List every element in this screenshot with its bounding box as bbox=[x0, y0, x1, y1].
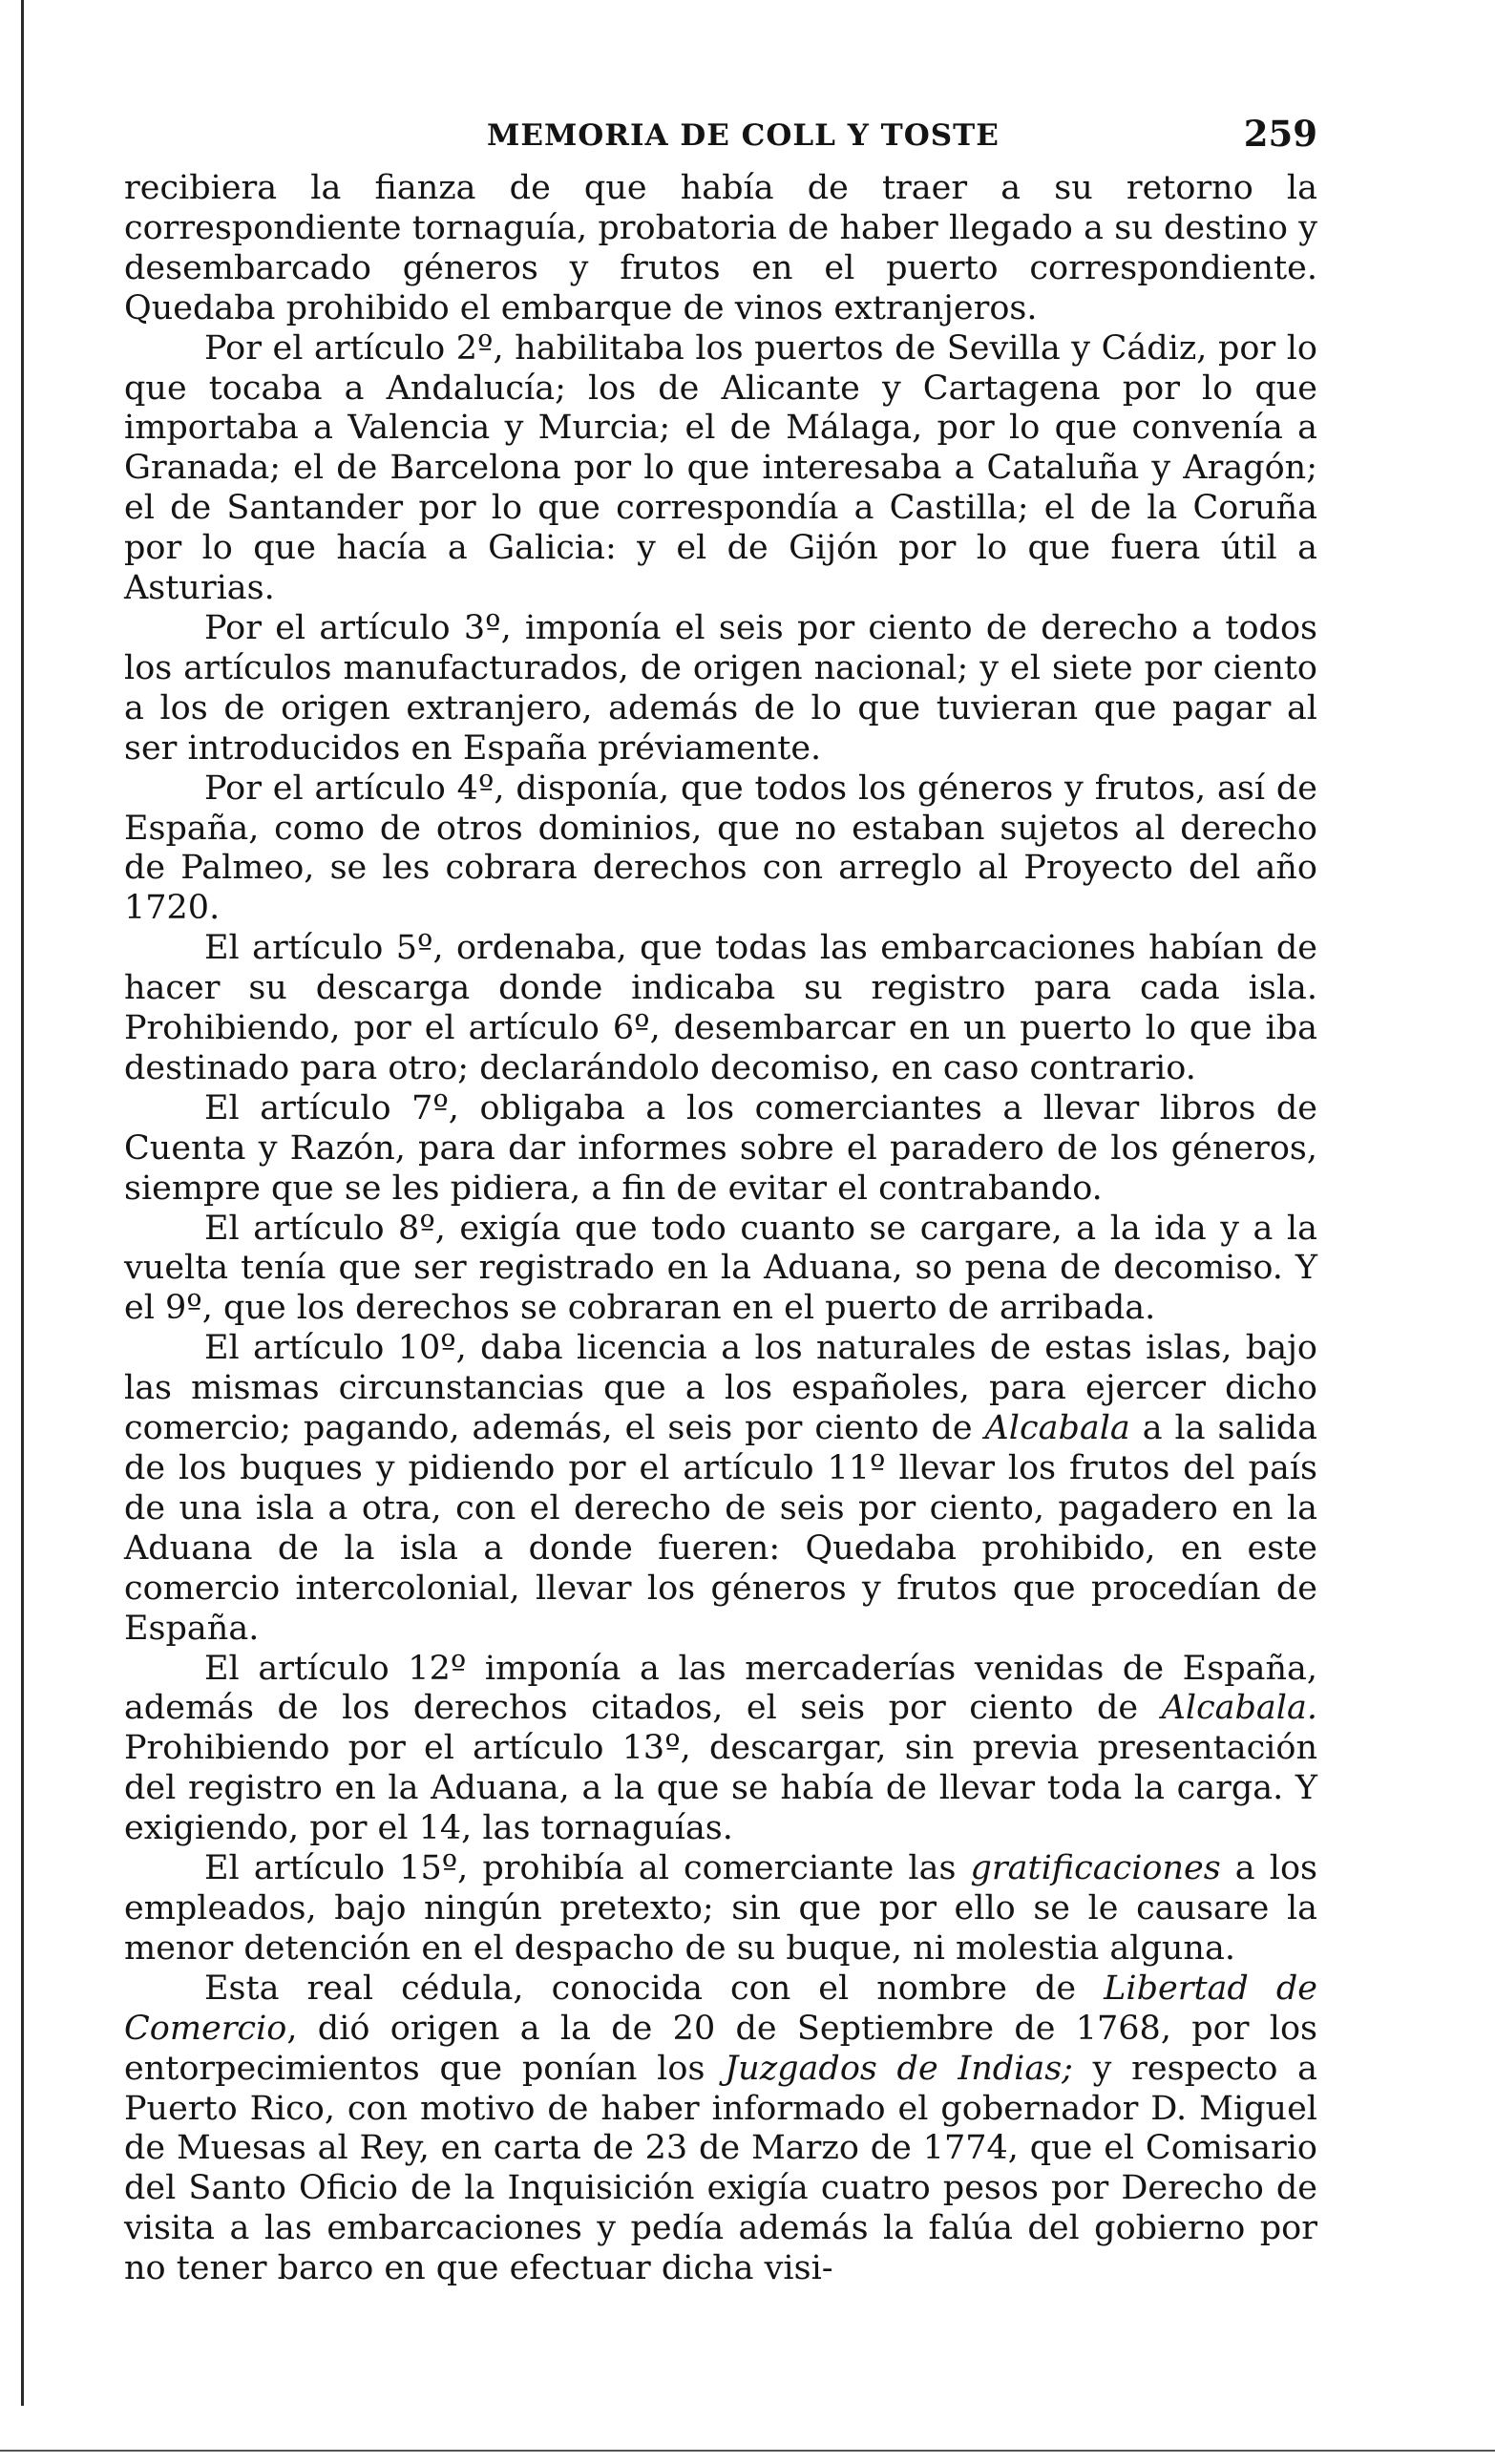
paragraph-text: Esta real cédula, conocida con el nombre de bbox=[204, 1969, 1105, 2008]
paragraph-text: El artículo 12º imponía a las mercaderías venidas de España, además de los derechos citados, el seis por ciento de bbox=[124, 1649, 1317, 1728]
paragraph-text: a los empleados, bajo ningún pretexto; sin que por ello se le causare la menor detención en el despacho de su buque, ni molestia alguna. bbox=[124, 1849, 1317, 1968]
paragraph: Por el artículo 3º, imponía el seis por ciento de derecho a todos los artículos manufacturados, de origen nacional; y el siete por ciento a los de origen extranjero, además de lo que tuvieran que pagar al ser introducidos en España préviamente. bbox=[124, 608, 1317, 768]
paragraph: El artículo 8º, exigía que todo cuanto se cargare, a la ida y a la vuelta tenía que ser registrado en la Aduana, so pena de decomiso. Y el 9º, que los derechos se cobraran en el puerto de arribada. bbox=[124, 1209, 1317, 1328]
paragraph-text: , dió origen a la de 20 de Septiembre de 1768, por los entorpecimientos que ponían los bbox=[124, 2009, 1317, 2088]
bottom-edge-rule bbox=[0, 2450, 1495, 2452]
page-number: 259 bbox=[1243, 113, 1317, 155]
paragraph: El artículo 7º, obligaba a los comerciantes a llevar libros de Cuenta y Razón, para dar informes sobre el paradero de los géneros, siempre que se les pidiera, a fin de evitar el contrabando. bbox=[124, 1088, 1317, 1208]
paragraph: recibiera la fianza de que había de traer a su retorno la correspondiente tornaguía, probatoria de haber llegado a su destino y desembarcado géneros y frutos en el puerto correspondiente. Quedaba prohibido el embarque de vinos extranjeros. bbox=[124, 169, 1317, 327]
paragraph bbox=[124, 1969, 1317, 2289]
paragraph: El artículo 5º, ordenaba, que todas las embarcaciones habían de hacer su descarga donde indicaba su registro para cada isla. Prohibiendo, por el artículo 6º, desembarcar en un puerto lo que iba destinado para otro; declarándolo decomiso, en caso contrario. bbox=[124, 929, 1317, 1087]
paragraph-text: El artículo 10º, daba licencia a los naturales de estas islas, bajo las mismas circunstancias que a los españoles, para ejercer dicho comercio; pagando, además, el seis por ciento de bbox=[124, 1329, 1317, 1448]
paragraph-text: a la salida de los buques y pidiendo por el artículo 11º llevar los frutos del país de una isla a otra, con el derecho de seis por ciento, pagadero en la Aduana de la isla a donde fueren: Quedaba prohibido, en este comercio intercolonial, llevar los géneros y frutos que procedían de España. bbox=[124, 1409, 1317, 1648]
body-text bbox=[124, 169, 1317, 2289]
running-head: MEMORIA DE COLL Y TOSTE bbox=[487, 118, 1000, 153]
paragraph: Por el artículo 4º, disponía, que todos los géneros y frutos, así de España, como de otros dominios, que no estaban sujetos al derecho de Palmeo, se les cobrara derechos con arreglo al Proyecto del año 1720. bbox=[124, 769, 1317, 928]
italic-term: Libertad de Comercio bbox=[124, 1969, 1317, 2048]
italic-term: Alcabala bbox=[984, 1409, 1130, 1448]
paragraph bbox=[124, 1650, 1317, 1850]
paragraph-text: y respecto a Puerto Rico, con motivo de haber informado el gobernador D. Miguel de Muesas al Rey, en carta de 23 de Marzo de 1774, que el Comisario del Santo Oficio de la Inquisición exigía cuatro pesos por Derecho de visita a las embarcaciones y pedía además la falúa del gobierno por no tener barco en que efectuar dicha visi- bbox=[124, 2049, 1317, 2288]
page-header bbox=[124, 113, 1317, 160]
paragraph bbox=[124, 1849, 1317, 1969]
paragraph-text: Prohibiendo por el artículo 13º, descargar, sin previa presentación del registro en la Aduana, a la que se había de llevar toda la carga. Y exigiendo, por el 14, las tornaguías. bbox=[124, 1729, 1317, 1848]
italic-term: Juzgados de Indias; bbox=[725, 2049, 1073, 2088]
left-margin-rule bbox=[21, 0, 24, 2406]
italic-term: gratificaciones bbox=[970, 1849, 1221, 1888]
paragraph: Por el artículo 2º, habilitaba los puertos de Sevilla y Cádiz, por lo que tocaba a Andalucía; los de Alicante y Cartagena por lo que importaba a Valencia y Murcia; el de Málaga, por lo que convenía a Granada; el de Barcelona por lo que interesaba a Cataluña y Aragón; el de Santander por lo que correspondía a Castilla; el de la Coruña por lo que hacía a Galicia: y el de Gijón por lo que fuera útil a Asturias. bbox=[124, 328, 1317, 608]
paragraph-text: El artículo 15º, prohibía al comerciante las bbox=[204, 1849, 971, 1888]
paragraph bbox=[124, 1329, 1317, 1649]
italic-term: Alcabala. bbox=[1161, 1689, 1317, 1728]
